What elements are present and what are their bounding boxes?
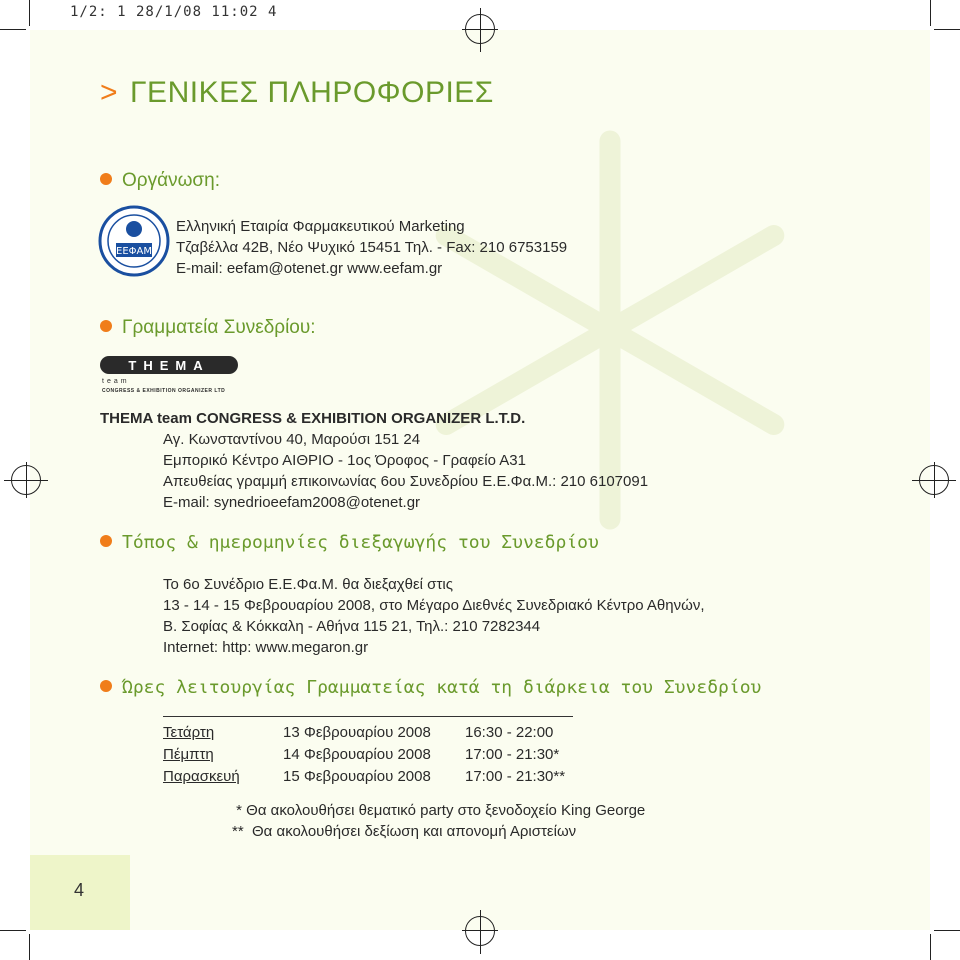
seal-text: ΕΕΦΑΜ (116, 246, 152, 257)
hours-footnotes (232, 800, 645, 842)
hours-time: 17:00 - 21:30* (465, 745, 560, 763)
hours-heading-text: Ώρες λειτουργίας Γραμματείας κατά τη διάρκεια του Συνεδρίου (122, 677, 762, 698)
title-marker: > (100, 76, 119, 109)
title-text: ΓΕΝΙΚΕΣ ΠΛΗΡΟΦΟΡΙΕΣ (130, 76, 494, 109)
venue-heading (100, 532, 599, 553)
logo-sub2-text: CONGRESS & EXHIBITION ORGANIZER LTD (102, 388, 226, 394)
crop-mark-tr-h (934, 29, 960, 30)
venue-heading-text: Τόπος & ημερομηνίες διεξαγωγής του Συνεδρίου (122, 532, 599, 553)
hours-time: 16:30 - 22:00 (465, 723, 554, 741)
hours-date: 13 Φεβρουαρίου 2008 (283, 723, 431, 741)
logo-sub1-text: team (102, 378, 130, 385)
bullet-dot-icon (100, 535, 112, 547)
hours-day: Τετάρτη (163, 723, 215, 741)
organization-line: E-mail: eefam@otenet.gr www.eefam.gr (176, 260, 443, 277)
crop-mark-tl-h (0, 29, 26, 30)
hours-day: Πέμπτη (163, 745, 214, 763)
secretariat-company: THEMA team CONGRESS & EXHIBITION ORGANIZER L.T.D. (100, 410, 526, 427)
print-slug: 1/2: 1 28/1/08 11:02 4 (70, 4, 278, 20)
hours-table (163, 721, 585, 787)
registration-mark-left (11, 465, 41, 495)
hours-time: 17:00 - 21:30** (465, 767, 566, 785)
crop-mark-tr-v (930, 0, 931, 26)
organization-heading-text: Οργάνωση: (122, 170, 220, 191)
hours-day: Παρασκευή (163, 767, 240, 785)
venue-line: 13 - 14 - 15 Φεβρουαρίου 2008, στο Μέγαρο Διεθνές Συνεδριακό Κέντρο Αθηνών, (163, 597, 705, 614)
crop-mark-tl-v (29, 0, 30, 26)
organization-line: Ελληνική Εταιρία Φαρμακευτικού Marketing (176, 218, 465, 235)
hours-table-rule (163, 716, 573, 717)
organization-line: Τζαβέλλα 42Β, Νέο Ψυχικό 15451 Τηλ. - Fax: 210 6753159 (176, 239, 568, 256)
eefam-seal-logo (98, 205, 170, 277)
hours-date: 14 Φεβρουαρίου 2008 (283, 745, 431, 763)
venue-details (163, 574, 705, 658)
secretariat-line: E-mail: synedrioeefam2008@otenet.gr (163, 494, 421, 511)
crop-mark-br-v (930, 934, 931, 960)
footnote: * Θα ακολουθήσει θεματικό party στο ξενοδοχείο King George (232, 802, 646, 819)
table-row (163, 765, 585, 787)
hours-heading (100, 677, 761, 698)
venue-line: Β. Σοφίας & Κόκκαλη - Αθήνα 115 21, Τηλ.: 210 7282344 (163, 618, 541, 635)
crop-mark-br-h (934, 930, 960, 931)
bullet-dot-icon (100, 320, 112, 332)
secretariat-details (100, 408, 648, 513)
secretariat-heading (100, 317, 316, 339)
crop-mark-bl-v (29, 934, 30, 960)
hours-date: 15 Φεβρουαρίου 2008 (283, 767, 431, 785)
registration-mark-bottom (465, 916, 495, 946)
footnote: ** Θα ακολουθήσει δεξίωση και απονομή Αριστείων (232, 823, 577, 840)
page-number: 4 (74, 880, 85, 900)
secretariat-line: Απευθείας γραμμή επικοινωνίας 6ου Συνεδρίου Ε.Ε.Φα.Μ.: 210 6107091 (163, 473, 649, 490)
page-title (100, 76, 494, 110)
secretariat-heading-text: Γραμματεία Συνεδρίου: (122, 317, 316, 338)
registration-mark-top (465, 14, 495, 44)
table-row (163, 743, 585, 765)
table-row (163, 721, 585, 743)
thema-team-logo (100, 354, 240, 394)
bullet-dot-icon (100, 173, 112, 185)
venue-line: Το 6ο Συνέδριο Ε.Ε.Φα.Μ. θα διεξαχθεί στις (163, 576, 453, 593)
bullet-dot-icon (100, 680, 112, 692)
venue-line: Internet: http: www.megaron.gr (163, 639, 369, 656)
crop-mark-bl-h (0, 930, 26, 931)
logo-main-text: THEMA (128, 358, 210, 373)
secretariat-line: Εμπορικό Κέντρο ΑΙΘΡΙΟ - 1ος Όροφος - Γραφείο Α31 (163, 452, 526, 469)
registration-mark-right (919, 465, 949, 495)
organization-details (176, 216, 567, 279)
secretariat-line: Αγ. Κωνσταντίνου 40, Μαρούσι 151 24 (163, 431, 421, 448)
organization-heading (100, 170, 220, 192)
